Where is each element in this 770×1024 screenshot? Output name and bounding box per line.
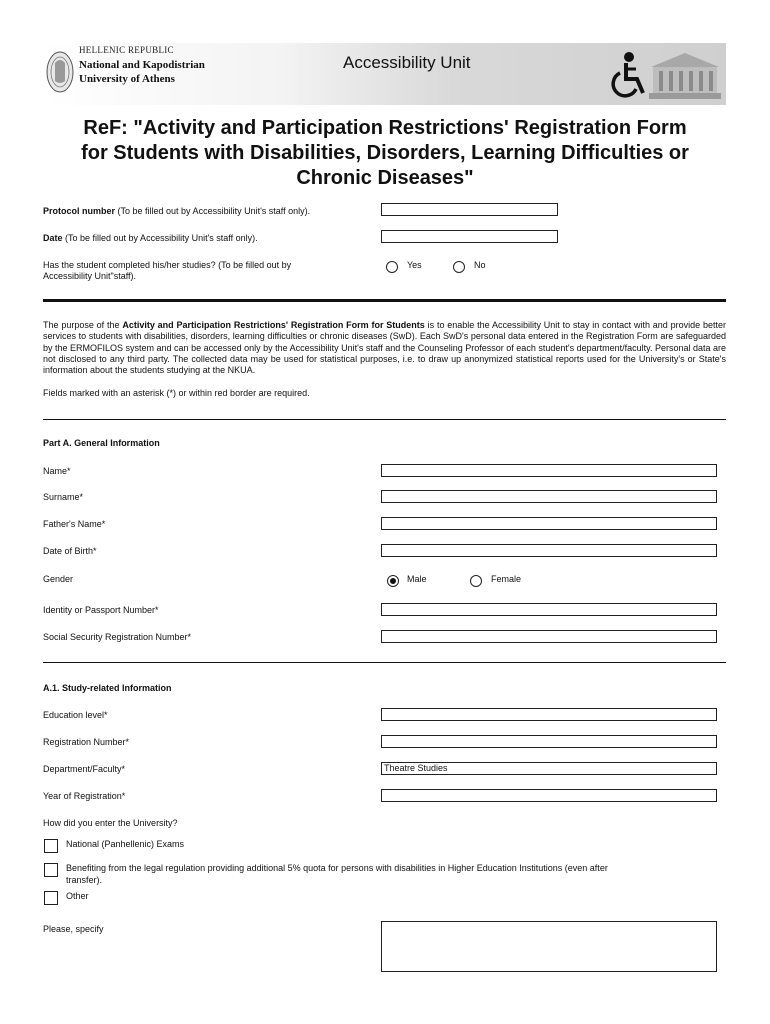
- section-divider: [43, 299, 726, 302]
- a1-heading: A.1. Study-related Information: [43, 683, 172, 693]
- id-field[interactable]: [381, 603, 717, 616]
- name-field[interactable]: [381, 464, 717, 477]
- protocol-label-rest: (To be filled out by Accessibility Unit's staff only).: [115, 206, 311, 216]
- registration-number-field[interactable]: [381, 735, 717, 748]
- purpose-post: is to enable the Accessibility Unit to stay in contact with and provide better services to students with disabilities, disorders, learning difficulties or chronic diseases (SwD). Each SwD's personal data entered in the Registration Form are safeguarded by the ERMOFILOS system and can be accessed only by the Accessibility Unit's staff and the Counseling Professor of each student's department/faculty. Personal data are not disclosed to any third party. The collected data may be used for statistical purposes, i.e. to draw up anonymized statistical reports used for the University's or State's information about the students studying at the NKUA.: [43, 320, 726, 376]
- part-a-heading: Part A. General Information: [43, 438, 160, 448]
- title-line-1: ReF: "Activity and Participation Restrictions' Registration Form: [83, 117, 687, 139]
- purpose-form-name: Activity and Participation Restrictions' Registration Form for Students: [122, 320, 425, 330]
- department-field[interactable]: Theatre Studies: [381, 762, 717, 775]
- wheelchair-icon: [603, 51, 651, 101]
- surname-label: Surname*: [43, 492, 84, 502]
- protocol-number-field[interactable]: [381, 203, 558, 216]
- entry-quota-label-line1: Benefiting from the legal regulation providing additional 5% quota for persons with disabilities in Higher Education Institutions (even after: [66, 863, 608, 873]
- father-name-field[interactable]: [381, 517, 717, 530]
- protocol-label: [43, 206, 310, 217]
- completed-yes-label: Yes: [407, 260, 422, 270]
- dob-label: Date of Birth*: [43, 546, 97, 556]
- header-banner: [43, 43, 726, 105]
- date-label-rest: (To be filled out by Accessibility Unit's staff only).: [62, 233, 258, 243]
- university-name-line1: National and Kapodistrian: [79, 59, 205, 71]
- title-line-3: Chronic Diseases": [296, 167, 474, 189]
- entry-panhellenic-checkbox[interactable]: [44, 839, 58, 853]
- completed-yes-radio[interactable]: [386, 261, 398, 273]
- name-label: Name*: [43, 466, 71, 476]
- entry-other-label: Other: [66, 891, 89, 901]
- section-divider: [43, 419, 726, 420]
- entry-quota-checkbox[interactable]: [44, 863, 58, 877]
- gender-male-radio[interactable]: [387, 575, 399, 587]
- required-note: Fields marked with an asterisk (*) or within red border are required.: [43, 388, 310, 398]
- surname-field[interactable]: [381, 490, 717, 503]
- form-title: [30, 116, 740, 191]
- entry-quota-label-line2: transfer).: [66, 875, 103, 885]
- year-field[interactable]: [381, 789, 717, 802]
- dob-field[interactable]: [381, 544, 717, 557]
- id-label: Identity or Passport Number*: [43, 605, 159, 615]
- gender-label: Gender: [43, 574, 74, 584]
- father-name-label: Father's Name*: [43, 519, 106, 529]
- gender-female-radio[interactable]: [470, 575, 482, 587]
- university-name-line2: University of Athens: [79, 73, 175, 85]
- specify-label: Please, specify: [43, 924, 104, 934]
- how-entered-label: How did you enter the University?: [43, 818, 178, 828]
- purpose-pre: The purpose of the: [43, 320, 123, 330]
- unit-title: Accessibility Unit: [343, 53, 471, 72]
- year-label: Year of Registration*: [43, 791, 126, 801]
- department-label: Department/Faculty*: [43, 764, 126, 774]
- specify-textarea[interactable]: [381, 921, 717, 972]
- building-icon: [649, 49, 721, 101]
- entry-other-checkbox[interactable]: [44, 891, 58, 905]
- completed-no-radio[interactable]: [453, 261, 465, 273]
- ssn-label: Social Security Registration Number*: [43, 632, 192, 642]
- republic-label: HELLENIC REPUBLIC: [79, 45, 174, 55]
- title-line-2: for Students with Disabilities, Disorders, Learning Difficulties or: [81, 142, 689, 164]
- entry-panhellenic-label: National (Panhellenic) Exams: [66, 839, 185, 849]
- date-label-bold: Date: [43, 233, 63, 243]
- date-label: [43, 233, 258, 244]
- education-label: Education level*: [43, 710, 108, 720]
- purpose-paragraph: [43, 320, 726, 376]
- protocol-label-bold: Protocol number: [43, 206, 116, 216]
- university-seal-icon: [45, 49, 75, 95]
- registration-number-label: Registration Number*: [43, 737, 130, 747]
- completed-no-label: No: [474, 260, 486, 270]
- gender-female-label: Female: [491, 574, 522, 584]
- ssn-field[interactable]: [381, 630, 717, 643]
- education-field[interactable]: [381, 708, 717, 721]
- completed-label-line2: Accessibility Unit"staff).: [43, 271, 137, 281]
- section-divider: [43, 662, 726, 663]
- date-field[interactable]: [381, 230, 558, 243]
- gender-male-label: Male: [407, 574, 427, 584]
- completed-label-line1: Has the student completed his/her studies? (To be filled out by: [43, 260, 292, 270]
